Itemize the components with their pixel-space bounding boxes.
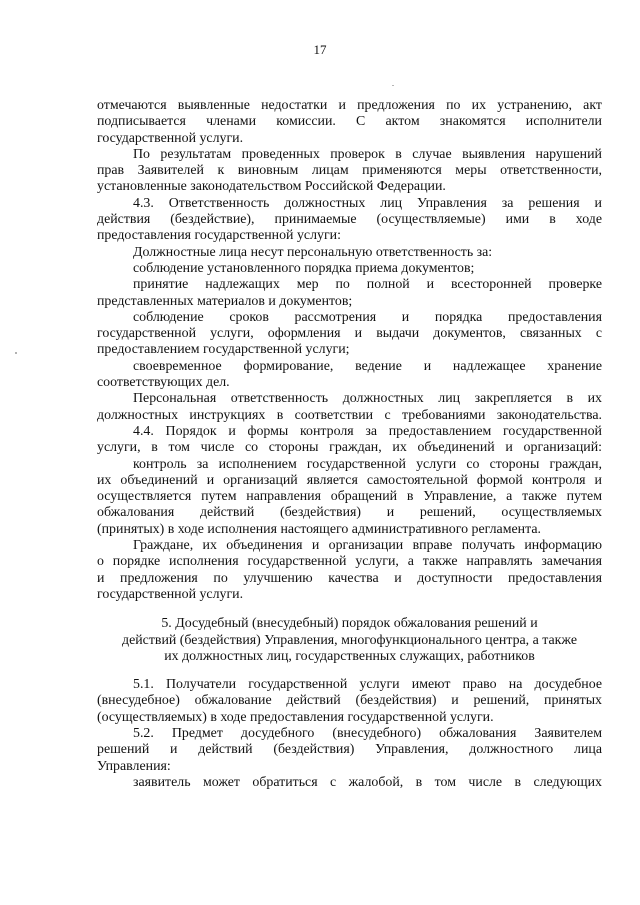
text-line: заявитель может обратиться с жалобой, в том числе в следующих <box>133 774 602 790</box>
section-heading-line: их должностных лиц, государственных служащих, работников <box>164 648 535 664</box>
text-line: Персональная ответственность должностных лиц закрепляется в их <box>133 391 602 407</box>
text-line: 4.4. Порядок и формы контроля за предоставлением государственной <box>133 423 602 439</box>
text-line: 5.1. Получатели государственной услуги имеют право на досудебное <box>133 677 602 693</box>
section-heading <box>97 616 602 665</box>
text-line: 5.2. Предмет досудебного (внесудебного) обжалования Заявителем <box>133 725 602 741</box>
text-line: Граждане, их объединения и организации вправе получать информацию <box>133 538 602 554</box>
section-heading-line: действий (бездействия) Управления, многофункционального центра, а также <box>122 632 577 648</box>
text-line: Должностные лица несут персональную ответственность за: <box>133 244 493 260</box>
text-line: 4.3. Ответственность должностных лиц Управления за решения и <box>133 195 602 211</box>
text-line: их объединений и организаций является самостоятельной формой контроля и <box>97 472 602 488</box>
text-line: Управления: <box>97 758 171 774</box>
text-line: действия (бездействие), принимаемые (осуществляемые) ими в ходе <box>97 212 602 228</box>
text-line: услуги, в том числе со стороны граждан, их объединений и организаций: <box>97 440 602 456</box>
text-line: представленных материалов и документов; <box>97 293 353 309</box>
text-line: своевременное формирование, ведение и надлежащее хранение <box>133 358 602 374</box>
text-line: По результатам проведенных проверок в случае выявления нарушений <box>133 146 602 162</box>
text-line: решений и действий (бездействия) Управления, должностного лица <box>97 742 602 758</box>
text-line: соответствующих дел. <box>97 375 230 391</box>
text-line: контроль за исполнением государственной услуги со стороны граждан, <box>133 456 602 472</box>
text-line: государственной услуги. <box>97 130 244 146</box>
text-line: подписывается членами комиссии. С актом знакомятся исполнители <box>97 114 602 130</box>
text-line: установленные законодательством Российской Федерации. <box>97 179 446 195</box>
text-line: и предложения по улучшению качества и доступности предоставления <box>97 570 602 586</box>
text-line: прав Заявителей к виновным лицам применяются меры ответственности, <box>97 163 602 179</box>
text-line: государственной услуги, оформления и выдачи документов, связанных с <box>97 326 602 342</box>
text-line: о порядке исполнения государственной услуги, а также направлять замечания <box>97 554 602 570</box>
text-line: (принятых) в ходе исполнения настоящего административного регламента. <box>97 521 541 537</box>
section-gap <box>97 603 602 616</box>
text-line: обжалования действий (бездействия) и решений, осуществляемых <box>97 505 602 521</box>
text-line: соблюдение установленного порядка приема документов; <box>133 260 475 276</box>
text-line: соблюдение сроков рассмотрения и порядка предоставления <box>133 309 602 325</box>
text-line: должностных инструкциях в соответствии с требованиями законодательства. <box>97 407 602 423</box>
text-line: государственной услуги. <box>97 586 244 602</box>
text-line: (внесудебное) обжалование действий (бездействия) и решений, принятых <box>97 693 602 709</box>
section-gap <box>97 665 602 677</box>
document-body <box>97 98 602 791</box>
text-line: осуществляется путем направления обращений в Управление, а также путем <box>97 489 602 505</box>
text-line: предоставления государственной услуги: <box>97 228 341 244</box>
text-line: (осуществляемых) в ходе предоставления государственной услуги. <box>97 709 494 725</box>
margin-mark <box>15 352 17 354</box>
section-heading-line: 5. Досудебный (внесудебный) порядок обжалования решений и <box>161 616 538 632</box>
page-number: 17 <box>313 42 327 57</box>
text-line: предоставлением государственной услуги; <box>97 342 350 358</box>
scan-speck <box>392 85 394 86</box>
text-line: отмечаются выявленные недостатки и предложения по их устранению, акт <box>97 98 602 113</box>
text-line: принятие надлежащих мер по полной и всесторонней проверке <box>133 277 602 293</box>
